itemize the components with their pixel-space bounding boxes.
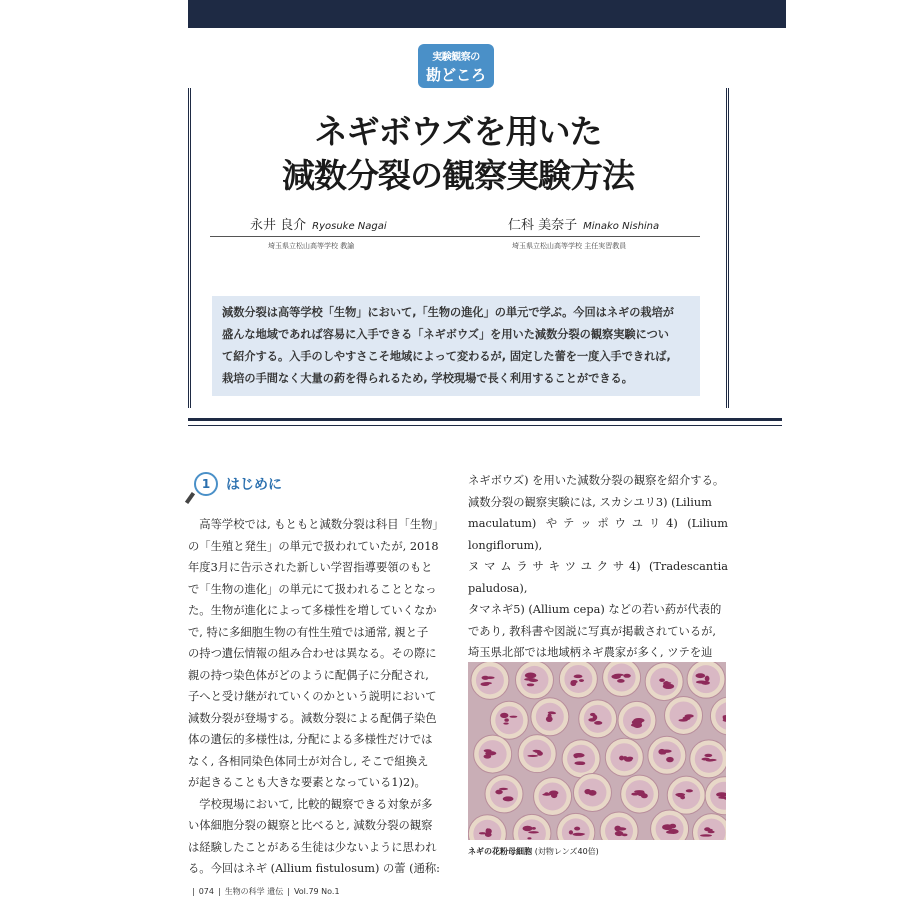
chromosome — [704, 827, 710, 831]
body-line: い体細胞分裂の観察と比べると, 減数分裂の観察 — [188, 819, 433, 832]
chromosome — [631, 793, 638, 796]
body-column-left — [188, 514, 450, 880]
body-line: 子へと受け継がれていくのかという説明において — [188, 690, 437, 703]
magnifier-handle-icon — [185, 492, 195, 504]
abstract-line: 盛んな地域であれば容易に入手できる「ネギボウズ」を用いた減数分裂の観察実験につい — [222, 328, 669, 341]
chromosome — [584, 789, 590, 794]
body-line: 親の持つ染色体がどのように配偶子に分配され, — [188, 668, 429, 682]
article-title — [188, 110, 728, 198]
abstract-line: 減数分裂は高等学校「生物」において,「生物の進化」の単元で学ぶ。今回はネギの栽培が — [222, 306, 674, 319]
body-line: タマネギ5) (Allium cepa) などの若い葯が代表的 — [468, 603, 722, 616]
chromosome — [704, 754, 712, 757]
body-line: 体の遺伝的多様性は, 分配による多様性だけでは — [188, 733, 433, 746]
chromosome — [668, 829, 679, 834]
body-line: 年度3月に告示された新しい学習指導要領のもと — [188, 561, 433, 574]
badge-line2: 勘どころ — [425, 66, 486, 84]
body-line: の持つ遺伝情報の組み合わせは異なる。その際に — [188, 647, 437, 660]
body-line: が起きることも大きな要素となっている1)2)。 — [188, 776, 426, 789]
chromosome — [548, 711, 555, 713]
series-badge — [418, 44, 494, 88]
title-line1: ネギボウズを用いた — [314, 112, 602, 151]
body-line: であり, 教科書や図説に写真が掲載されているが, — [468, 624, 717, 638]
body-line: ネギボウズ) を用いた減数分裂の観察を紹介する。 — [468, 474, 725, 487]
cell-interior — [476, 666, 504, 694]
chromosome — [686, 789, 693, 792]
chromosome — [500, 713, 508, 718]
chromosome — [574, 827, 580, 831]
abstract-line: 栽培の手間なく大量の葯を得られるため, 学校現場で長く利用することができる。 — [222, 372, 633, 385]
chromosome — [705, 676, 710, 682]
chromosome — [537, 751, 543, 756]
chromosome — [479, 832, 486, 834]
chromosome — [532, 827, 536, 830]
chromosome — [678, 719, 687, 722]
chromosome — [503, 722, 508, 724]
chromosome — [579, 762, 585, 765]
cell-interior — [653, 741, 681, 769]
chromosome — [594, 721, 602, 725]
chromosome — [549, 791, 558, 796]
chromosome — [579, 679, 584, 682]
chromosome — [633, 723, 642, 728]
chromosome — [677, 793, 685, 797]
chromosome — [527, 683, 535, 686]
chromosome — [544, 792, 549, 795]
chromosome — [669, 824, 676, 829]
header-bottom-rule — [188, 418, 782, 426]
chromosome — [570, 680, 576, 686]
abstract-box — [212, 296, 700, 396]
cell-interior — [608, 664, 636, 692]
pollen-mother-cells-image — [468, 662, 726, 840]
body-line: 埼玉県北部では地域柄ネギ農家が多く, ツテを辿 — [468, 646, 713, 659]
author-1-affiliation: 埼玉県立松山高等学校 教諭 — [268, 242, 355, 250]
chromosome — [573, 753, 584, 757]
title-line2: 減数分裂の観察実験方法 — [282, 156, 634, 195]
body-line: 減数分裂の観察実験には, スカシユリ3) (Lilium — [468, 495, 712, 509]
chromosome — [659, 678, 665, 682]
body-line: maculatum) やテッポウユリ4) (Lilium longiflorum), — [468, 517, 728, 552]
chromosome — [574, 675, 583, 679]
author-1 — [250, 214, 387, 233]
chromosome — [484, 754, 492, 758]
chromosome — [614, 674, 624, 677]
chromosome — [527, 837, 531, 839]
chromosome — [569, 830, 573, 834]
chromosome — [686, 716, 690, 719]
chromosome — [503, 796, 514, 801]
cell-interior — [564, 665, 592, 693]
chromosome — [622, 834, 628, 837]
chromosome — [546, 716, 553, 722]
chromosome — [528, 831, 539, 833]
chromosome — [590, 713, 595, 716]
body-line: ヌマムラサキツユクサ4) (Tradescantia paludosa), — [468, 560, 728, 595]
body-column-right — [468, 470, 728, 685]
cell-interior — [650, 668, 678, 696]
cell-interior — [490, 780, 518, 808]
chromosome — [617, 679, 625, 683]
section-number: 1 — [194, 472, 218, 496]
author-divider — [210, 236, 700, 237]
body-line: る。今回はネギ (Allium fistulosum) の蕾 (通称: — [188, 862, 440, 875]
chromosome — [495, 790, 502, 795]
chromosome — [529, 679, 538, 682]
cell-interior — [567, 745, 595, 773]
abstract-line: て紹介する。入手のしやすさこそ地域によって変わるが, 固定した蕾を一度入手できれば, — [222, 350, 671, 363]
chromosome — [700, 834, 712, 836]
chromosome — [588, 718, 596, 722]
author-2-roman: Minako Nishina — [583, 221, 660, 232]
chromosome — [504, 718, 509, 721]
body-line: で「生物の進化」の単元にて扱われることとなっ — [188, 582, 437, 596]
page-number: 074 — [198, 887, 214, 896]
body-line: なく, 各相同染色体同士が対合し, そこで組換え — [188, 754, 429, 768]
chromosome — [666, 757, 674, 762]
caption-text: ネギの花粉母細胞 — [468, 847, 532, 856]
volume-info: Vol.79 No.1 — [293, 887, 340, 896]
body-line: で, 特に多細胞生物の有性生殖では通常, 親と子 — [188, 625, 429, 639]
chromosome — [576, 833, 586, 835]
section-title: はじめに — [226, 477, 282, 493]
chromosome — [525, 672, 537, 678]
chromosome — [623, 674, 631, 678]
page-footer: | 074 | 生物の科学 遺伝 | Vol.79 No.1 — [192, 887, 340, 896]
chromosome — [509, 716, 517, 718]
body-line: た。生物が進化によって多様性を増していくなか — [188, 604, 437, 617]
chromosome — [624, 758, 632, 762]
journal-name: 生物の科学 遺伝 — [224, 887, 284, 896]
body-line: 学校現場において, 比較的観察できる対象が多 — [188, 797, 433, 811]
body-line: は経験したことがある生徒は少ないように思われ — [188, 840, 437, 854]
author-1-name: 永井 良介 — [250, 218, 307, 233]
chromosome — [523, 826, 533, 831]
author-1-roman: Ryosuke Nagai — [312, 221, 387, 232]
chromosome — [614, 826, 620, 832]
body-line: 高等学校では, もともと減数分裂は科目「生物」 — [188, 518, 444, 531]
author-2-name: 仁科 美奈子 — [508, 218, 578, 233]
micrograph-photo — [468, 662, 726, 840]
chromosome — [696, 673, 706, 678]
chromosome — [484, 749, 492, 752]
chromosome — [637, 791, 645, 796]
body-line: の「生殖と発生」の単元で扱われていたが, 2018 — [188, 539, 439, 553]
chromosome — [696, 681, 707, 684]
figure-caption — [468, 846, 599, 857]
author-2-affiliation: 埼玉県立松山高等学校 主任実習教員 — [512, 242, 627, 250]
header-bar — [188, 0, 786, 28]
caption-subtext: (対物レンズ40倍) — [534, 847, 599, 856]
chromosome — [662, 751, 666, 754]
cell-interior — [584, 705, 612, 733]
chromosome — [483, 682, 492, 684]
cell-interior — [495, 706, 523, 734]
badge-line1: 実験観察の — [432, 52, 480, 63]
chromosome — [706, 759, 714, 761]
author-2 — [508, 214, 659, 233]
chromosome — [486, 828, 492, 834]
body-line: 減数分裂が登場する。減数分裂による配偶子染色 — [188, 711, 437, 725]
chromosome — [663, 681, 669, 687]
chromosome — [485, 676, 494, 679]
chromosome — [527, 755, 538, 757]
